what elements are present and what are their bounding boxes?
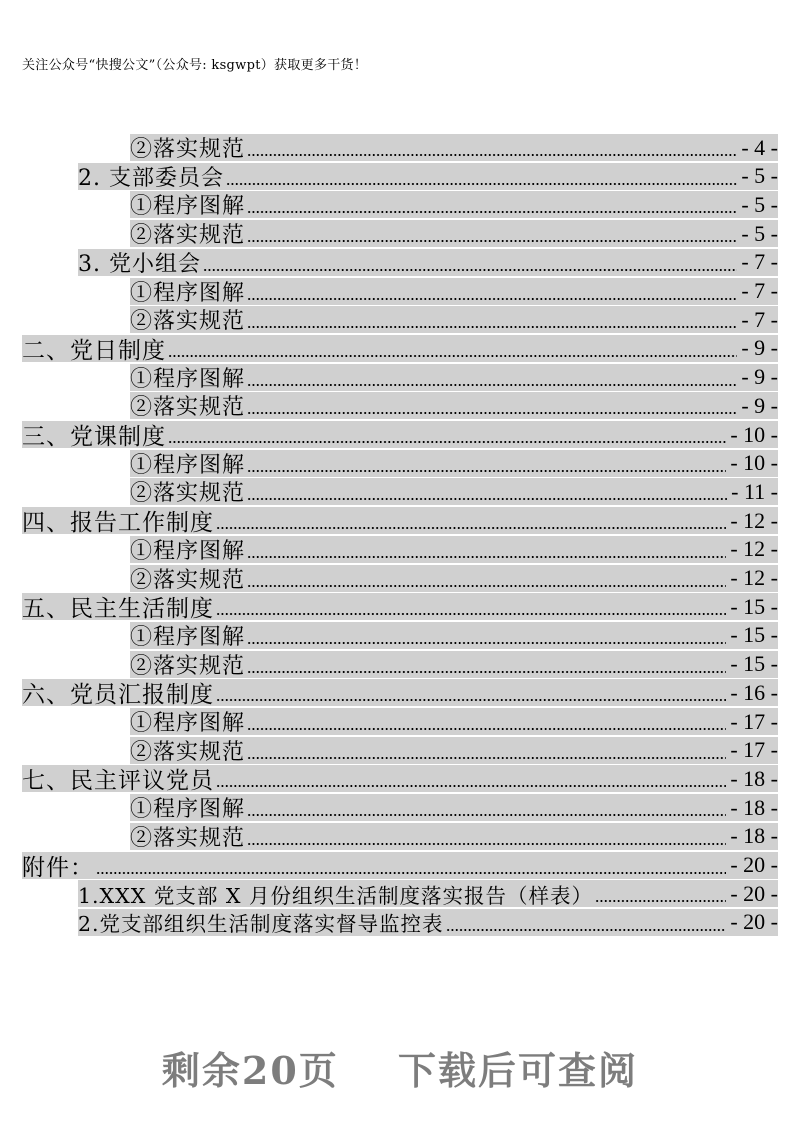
toc-entry-page-number: - 18 - bbox=[730, 794, 778, 820]
toc-entry-title: 1.XXX 党支部 X 月份组织生活制度落实报告（样表） bbox=[78, 883, 593, 908]
toc-entry-title: ①程序图解 bbox=[130, 624, 246, 649]
toc-entry-title: ①程序图解 bbox=[130, 194, 246, 219]
toc-entry-title: ②落实规范 bbox=[130, 395, 246, 420]
dot-leader bbox=[247, 498, 727, 500]
toc-entry[interactable] bbox=[130, 708, 778, 735]
toc-entry-page-number: - 15 - bbox=[730, 622, 778, 648]
toc-entry-title: ①程序图解 bbox=[130, 538, 246, 563]
toc-entry-page-number: - 9 - bbox=[741, 335, 778, 361]
toc-entry-title: 附件： bbox=[22, 854, 94, 879]
toc-entry[interactable] bbox=[78, 909, 778, 936]
toc-entry-page-number: - 10 - bbox=[730, 450, 778, 476]
toc-entry-title: ①程序图解 bbox=[130, 366, 246, 391]
toc-entry-title: 二、党日制度 bbox=[22, 337, 166, 362]
toc-entry[interactable] bbox=[130, 450, 778, 477]
toc-entry-page-number: - 9 - bbox=[741, 364, 778, 390]
toc-entry[interactable] bbox=[22, 421, 778, 448]
toc-entry-page-number: - 5 - bbox=[741, 220, 778, 246]
toc-entry-page-number: - 15 - bbox=[730, 593, 778, 619]
toc-entry-title: ②落实规范 bbox=[130, 739, 246, 764]
toc-entry-page-number: - 11 - bbox=[731, 478, 778, 504]
dot-leader bbox=[446, 929, 727, 931]
dot-leader bbox=[247, 585, 726, 587]
toc-entry-title: 三、党课制度 bbox=[22, 424, 166, 448]
toc-entry-page-number: - 7 - bbox=[741, 278, 778, 303]
dot-leader bbox=[247, 412, 737, 414]
dot-leader bbox=[247, 728, 726, 730]
toc-entry-page-number: - 18 - bbox=[730, 823, 778, 849]
toc-entry[interactable] bbox=[130, 536, 778, 563]
toc-entry[interactable] bbox=[22, 593, 778, 620]
dot-leader bbox=[247, 671, 726, 673]
toc-entry-title: 六、党员汇报制度 bbox=[22, 682, 214, 707]
toc-entry[interactable] bbox=[130, 478, 778, 505]
toc-entry-title: 四、报告工作制度 bbox=[22, 510, 214, 535]
toc-entry[interactable] bbox=[22, 765, 778, 792]
toc-entry-page-number: - 18 - bbox=[730, 765, 778, 791]
toc-entry-page-number: - 5 - bbox=[741, 163, 778, 189]
toc-entry[interactable] bbox=[78, 163, 778, 190]
toc-entry[interactable] bbox=[130, 278, 778, 305]
header-note: 关注公众号“快搜公文”（公众号: ksgwpt）获取更多干货！ bbox=[22, 58, 368, 73]
dot-leader bbox=[247, 211, 737, 213]
toc-entry[interactable] bbox=[130, 392, 778, 419]
toc-entry-page-number: - 9 - bbox=[741, 392, 778, 418]
toc-entry-page-number: - 7 - bbox=[741, 249, 778, 275]
toc-entry[interactable] bbox=[130, 737, 778, 764]
toc-entry[interactable] bbox=[78, 249, 778, 276]
toc-entry[interactable] bbox=[130, 622, 778, 649]
toc-entry[interactable] bbox=[130, 220, 778, 247]
toc-entry[interactable] bbox=[130, 794, 778, 821]
dot-leader bbox=[247, 470, 726, 472]
toc-entry-page-number: - 16 - bbox=[730, 679, 778, 705]
dot-leader bbox=[247, 814, 726, 816]
dot-leader bbox=[216, 785, 726, 787]
download-prompt-text[interactable]: 下载后可查阅 bbox=[398, 1048, 639, 1093]
toc-entry-page-number: - 4 - bbox=[741, 134, 778, 160]
toc-entry-page-number: - 12 - bbox=[730, 565, 778, 590]
toc-entry-page-number: - 20 - bbox=[730, 852, 778, 877]
dot-leader bbox=[203, 269, 737, 271]
toc-entry-title: ②落实规范 bbox=[130, 825, 246, 850]
toc-entry[interactable] bbox=[130, 191, 778, 218]
toc-entry[interactable] bbox=[130, 565, 778, 592]
dot-leader bbox=[247, 642, 726, 644]
dot-leader bbox=[168, 441, 726, 443]
dot-leader bbox=[247, 240, 737, 242]
toc-entry[interactable] bbox=[130, 651, 778, 678]
toc-entry-title: ②落实规范 bbox=[130, 137, 246, 161]
dot-leader bbox=[247, 556, 726, 558]
dot-leader bbox=[226, 183, 737, 185]
toc-entry[interactable] bbox=[22, 507, 778, 534]
toc-entry-page-number: - 20 - bbox=[730, 880, 778, 906]
remaining-pages-text: 剩余20页 bbox=[161, 1048, 339, 1093]
toc-entry-title: ②落实规范 bbox=[130, 223, 246, 248]
dot-leader bbox=[216, 527, 726, 529]
toc-entry-title: ①程序图解 bbox=[130, 797, 246, 822]
toc-entry-title: ②落实规范 bbox=[130, 653, 246, 678]
toc-entry-title: 2. 支部委员会 bbox=[78, 165, 224, 190]
toc-entry-title: ②落实规范 bbox=[130, 481, 246, 506]
toc-entry-title: 3. 党小组会 bbox=[78, 251, 201, 276]
dot-leader bbox=[247, 154, 737, 156]
toc-entry-title: 2.党支部组织生活制度落实督导监控表 bbox=[78, 912, 444, 936]
toc-entry[interactable] bbox=[22, 335, 778, 362]
dot-leader bbox=[247, 326, 737, 328]
dot-leader bbox=[216, 613, 726, 615]
dot-leader bbox=[247, 843, 726, 845]
dot-leader bbox=[216, 699, 726, 701]
toc-entry-page-number: - 5 - bbox=[741, 191, 778, 217]
dot-leader bbox=[96, 872, 726, 874]
toc-entry-title: ①程序图解 bbox=[130, 280, 246, 305]
toc-entry[interactable] bbox=[78, 880, 778, 907]
toc-entry[interactable] bbox=[130, 306, 778, 333]
toc-entry-title: ①程序图解 bbox=[130, 711, 246, 735]
toc-entry[interactable] bbox=[130, 134, 778, 161]
toc-entry-title: 五、民主生活制度 bbox=[22, 596, 214, 621]
toc-entry-page-number: - 10 - bbox=[730, 421, 778, 447]
toc-entry[interactable] bbox=[130, 364, 778, 391]
toc-entry-page-number: - 17 - bbox=[730, 737, 778, 763]
dot-leader bbox=[595, 900, 726, 902]
toc-entry-title: ①程序图解 bbox=[130, 452, 246, 477]
toc-entry[interactable] bbox=[130, 823, 778, 850]
toc-entry-page-number: - 12 - bbox=[730, 507, 778, 533]
toc-entry-page-number: - 20 - bbox=[730, 909, 778, 935]
dot-leader bbox=[168, 355, 737, 357]
dot-leader bbox=[247, 298, 737, 300]
toc-entry-page-number: - 7 - bbox=[741, 306, 778, 332]
toc-entry-page-number: - 15 - bbox=[730, 651, 778, 677]
toc-entry[interactable] bbox=[22, 852, 778, 879]
toc-entry[interactable] bbox=[22, 679, 778, 706]
toc-entry-page-number: - 12 - bbox=[730, 536, 778, 562]
footer-banner bbox=[0, 1040, 800, 1095]
toc-entry-title: ②落实规范 bbox=[130, 567, 246, 592]
dot-leader bbox=[247, 757, 726, 759]
toc-entry-title: ②落实规范 bbox=[130, 309, 246, 334]
toc-entry-page-number: - 17 - bbox=[730, 708, 778, 734]
toc-entry-title: 七、民主评议党员 bbox=[22, 768, 214, 793]
dot-leader bbox=[247, 384, 737, 386]
